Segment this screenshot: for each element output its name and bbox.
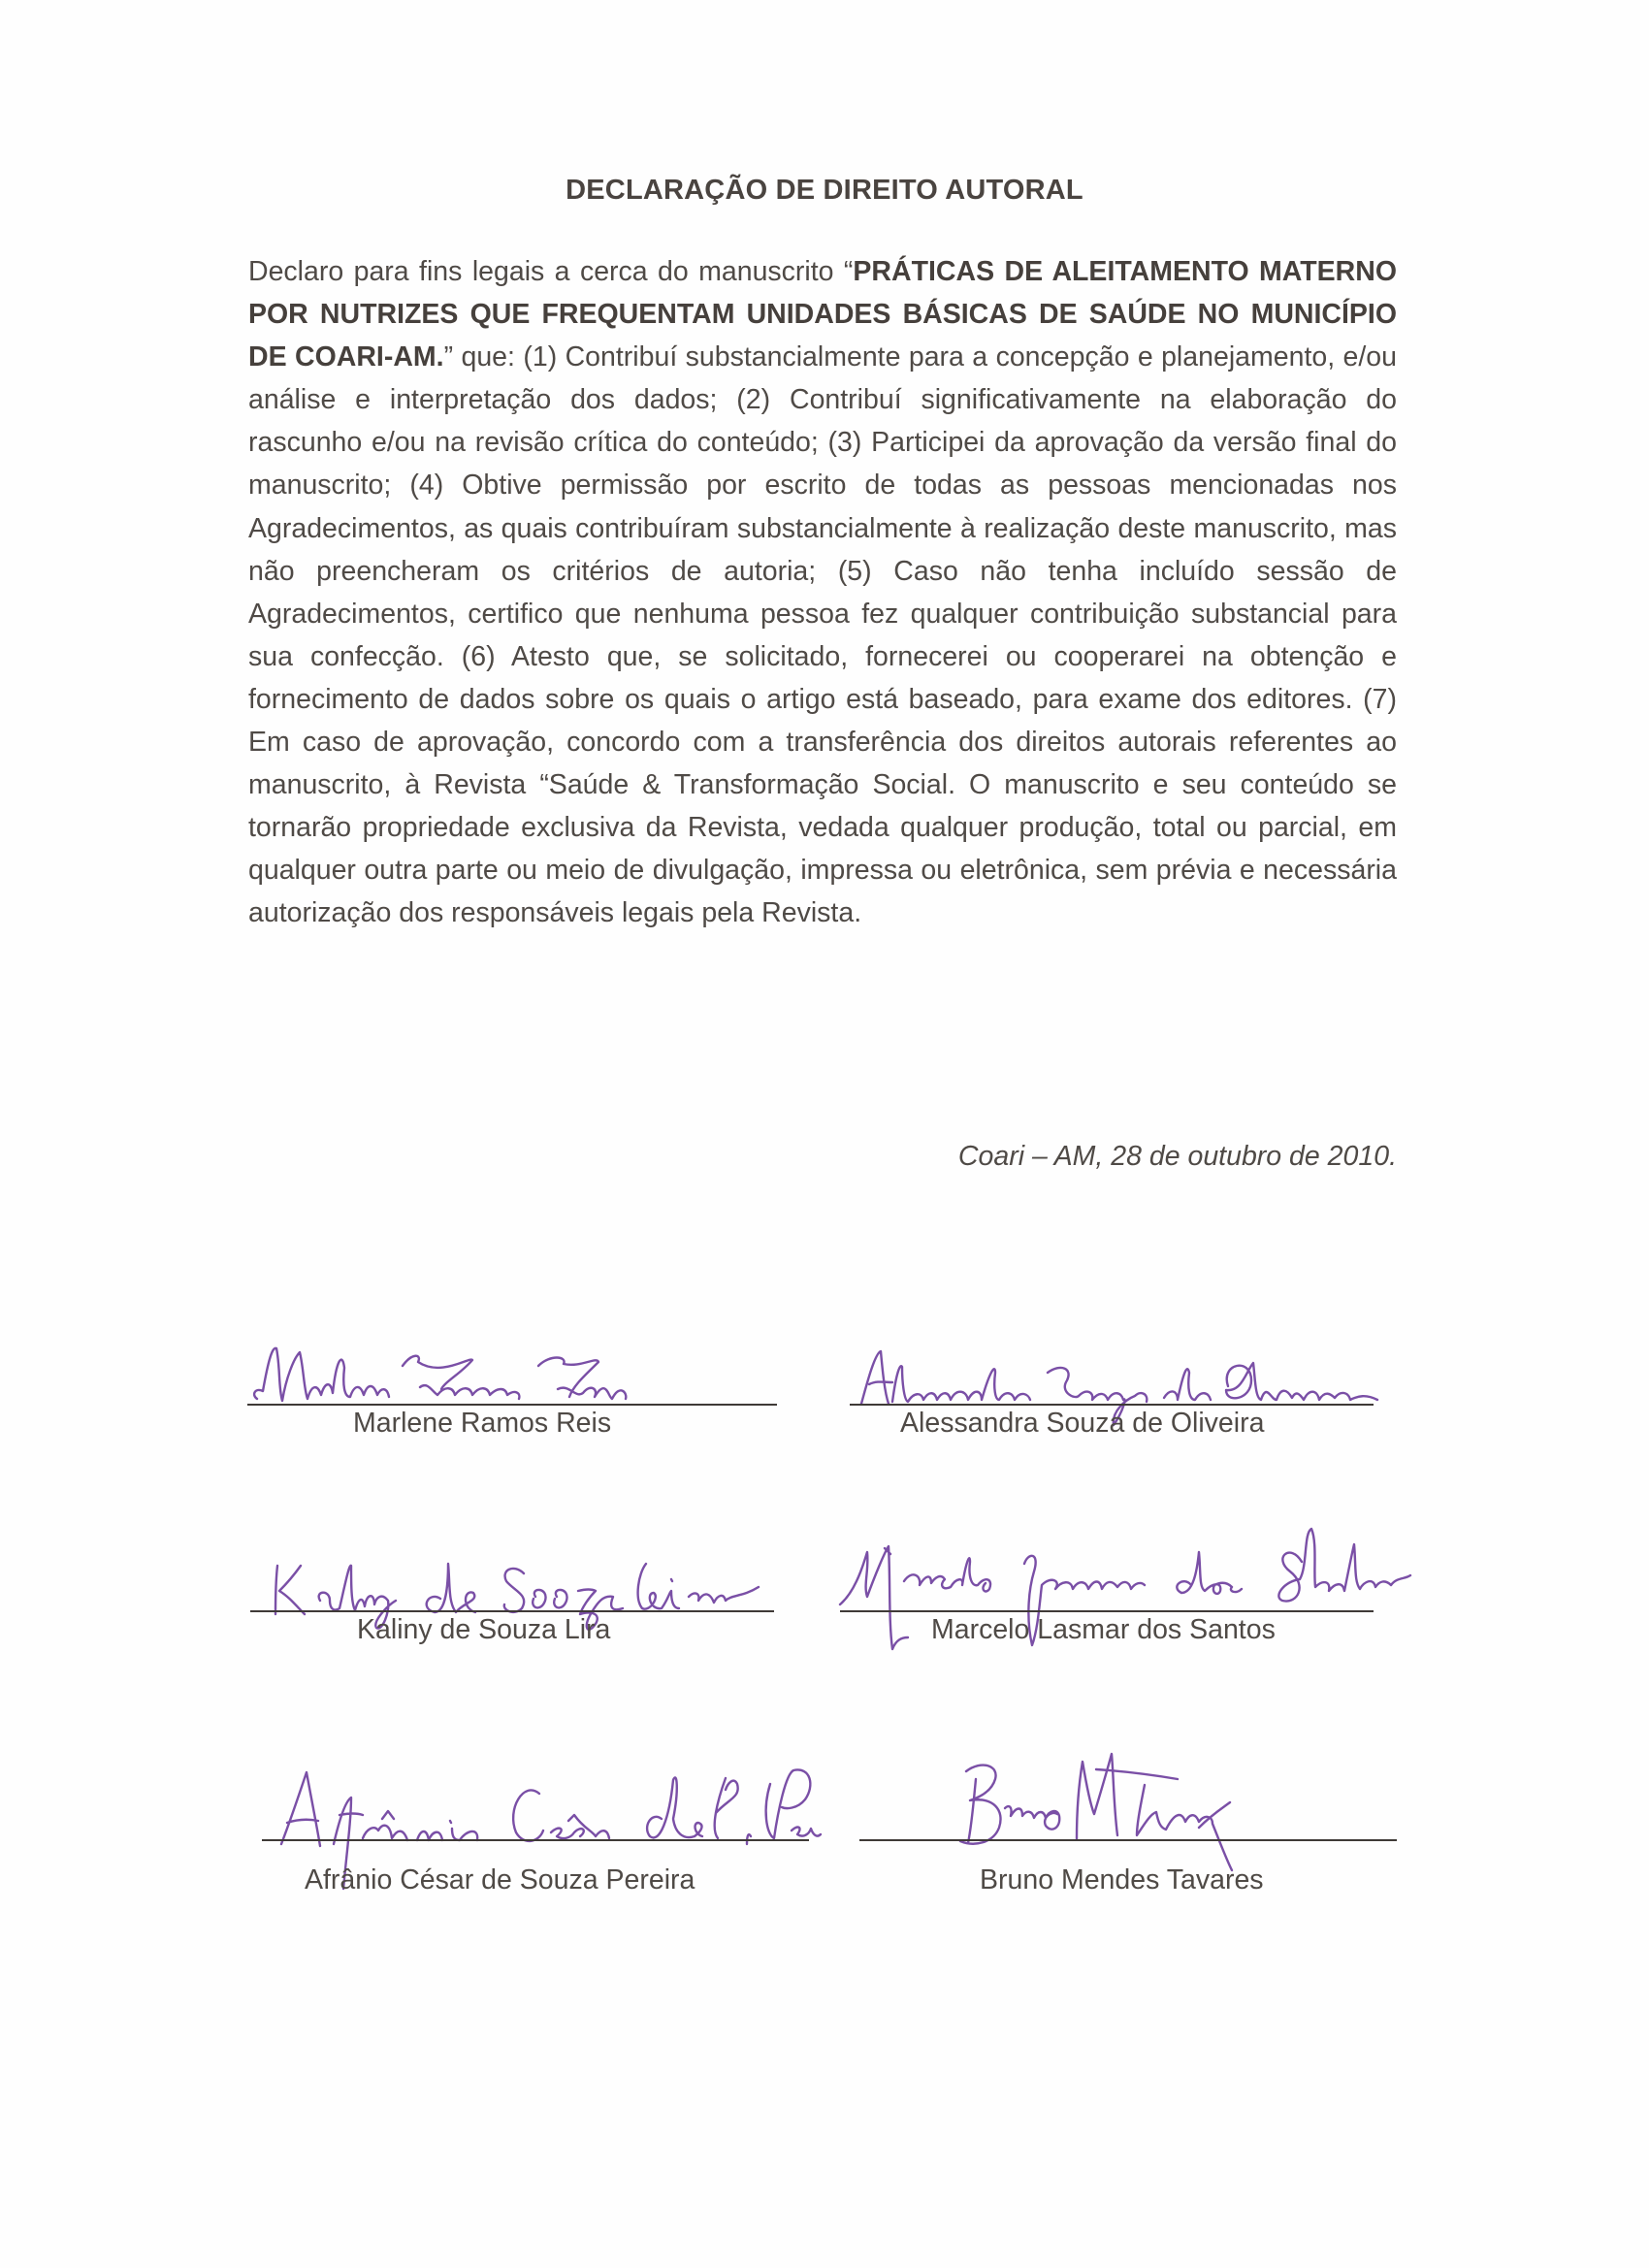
signatory-name: Afrânio César de Souza Pereira [305,1864,695,1895]
signatory-name: Marcelo Lasmar dos Santos [931,1614,1276,1645]
signature-line [859,1839,1397,1841]
body-intro: Declaro para fins legais a cerca do manuscrito “ [248,256,854,287]
manuscript-title: PRÁTICAS DE ALEITAMENTO MATERNO POR NUTRIZES QUE FREQUENTAM UNIDADES BÁSICAS DE SAÚDE NO MUNICÍPIO DE COARI-AM. [248,256,1397,373]
signature-line [850,1404,1374,1406]
signatory-name: Marlene Ramos Reis [353,1408,612,1439]
handwritten-signature [931,1746,1397,1882]
document-title: DECLARAÇÃO DE DIREITO AUTORAL [566,175,1083,206]
signature-line [250,1610,774,1612]
place-date: Coari – AM, 28 de outubro de 2010. [957,1141,1397,1172]
signatory-name: Alessandra Souza de Oliveira [900,1408,1265,1439]
signatory-name: Bruno Mendes Tavares [980,1864,1264,1895]
signature-line [840,1610,1374,1612]
signatory-name: Kaliny de Souza Lira [357,1614,611,1645]
signature-line [247,1404,777,1406]
signature-line [262,1839,809,1841]
body-clauses: que: (1) Contribuí substancialmente para a concepção e planejamento, e/ou análise e interpretação dos dados; (2) Contribuí significativamente na elaboração do rascunho e/ou na revisão crítica do conteúdo; (3) Participei da aprovação da versão final do manuscrito; (4) Obtive permissão por escrito de todas as pessoas mencionadas nos Agradecimentos, as quais contribuíram substancialmente à realização deste manuscrito, mas não preencheram os critérios de autoria; (5) Caso não tenha incluído sessão de Agradecimentos, certifico que nenhuma pessoa fez qualquer contribuição substancial para sua confecção. (6) Atesto que, se solicitado, fornecerei ou cooperarei na obtenção e fornecimento de dados sobre os quais o artigo está baseado, para exame dos editores. (7) Em caso de aprovação, concordo com a transferência dos direitos autorais referentes ao manuscrito, à Revista “Saúde & Transformação Social. O manuscrito e seu conteúdo se tornarão propriedade exclusiva da Revista, vedada qualquer produção, total ou parcial, em qualquer outra parte ou meio de divulgação, impressa ou eletrônica, sem prévia e necessária autorização dos responsáveis legais pela Revista. [248,341,1398,929]
closing-quote: ” [443,341,454,373]
declaration-body [248,250,1397,935]
